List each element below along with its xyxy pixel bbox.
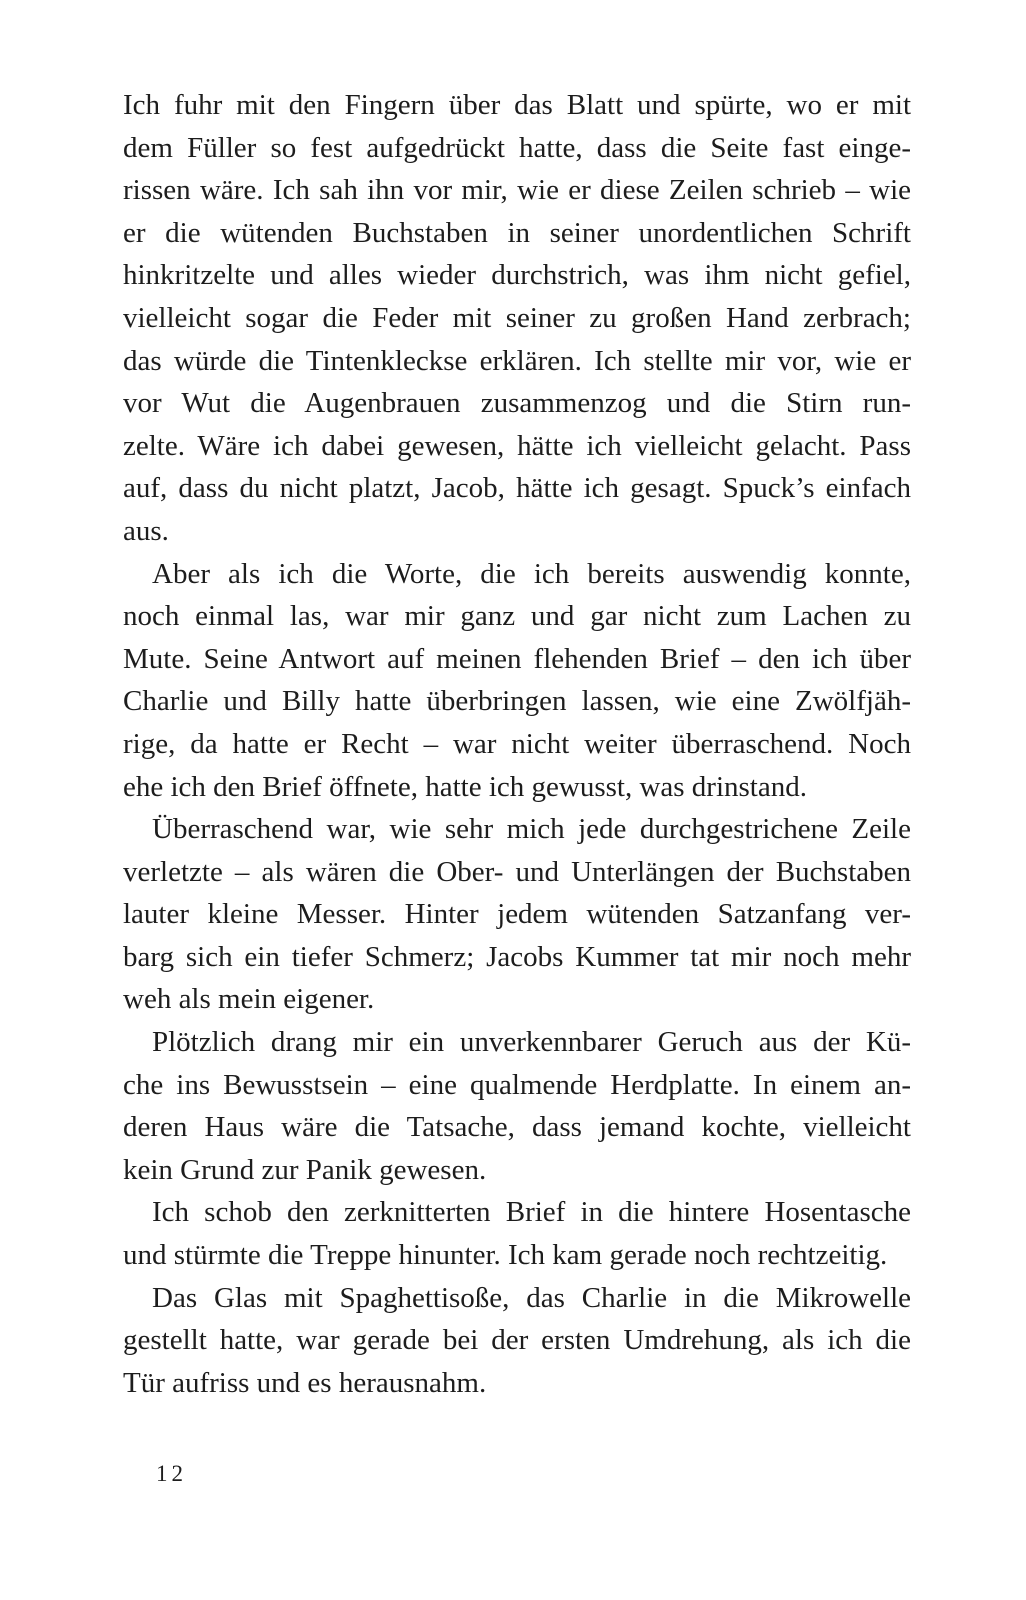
text-line: rige, da hatte er Recht – war nicht weiter überraschend. Noch bbox=[123, 727, 911, 760]
page-number: 12 bbox=[156, 1461, 187, 1486]
text-line: kein Grund zur Panik gewesen. bbox=[123, 1153, 487, 1186]
paragraph bbox=[123, 808, 911, 1021]
text-line: vielleicht sogar die Feder mit seiner zu großen Hand zerbrach; bbox=[123, 301, 911, 334]
paragraph bbox=[123, 1191, 911, 1276]
paragraph bbox=[123, 553, 911, 809]
text-line: Mute. Seine Antwort auf meinen flehenden Brief – den ich über bbox=[123, 642, 911, 675]
paragraph bbox=[123, 1021, 911, 1191]
text-line: hinkritzelte und alles wieder durchstrich, was ihm nicht gefiel, bbox=[123, 259, 911, 292]
text-line: noch einmal las, war mir ganz und gar nicht zum Lachen zu bbox=[123, 600, 911, 633]
text-line: weh als mein eigener. bbox=[123, 983, 375, 1016]
text-line: Aber als ich die Worte, die ich bereits auswendig konnte, bbox=[152, 557, 911, 590]
text-line: er die wütenden Buchstaben in seiner unordentlichen Schrift bbox=[123, 216, 911, 249]
text-line: Ich fuhr mit den Fingern über das Blatt und spürte, wo er mit bbox=[123, 89, 911, 121]
text-line: Das Glas mit Spaghettisoße, das Charlie in die Mikrowelle bbox=[152, 1281, 911, 1314]
text-line: deren Haus wäre die Tatsache, dass jemand kochte, vielleicht bbox=[123, 1111, 911, 1144]
text-line: vor Wut die Augenbrauen zusammenzog und die Stirn run- bbox=[123, 387, 911, 420]
text-line: che ins Bewusstsein – eine qualmende Herdplatte. In einem an- bbox=[123, 1068, 911, 1101]
text-line: auf, dass du nicht platzt, Jacob, hätte ich gesagt. Spuck’s einfach bbox=[123, 472, 911, 505]
text-line: gestellt hatte, war gerade bei der ersten Umdrehung, als ich die bbox=[123, 1324, 911, 1357]
text-line: barg sich ein tiefer Schmerz; Jacobs Kummer tat mir noch mehr bbox=[123, 940, 911, 973]
text-line: das würde die Tintenkleckse erklären. Ich stellte mir vor, wie er bbox=[123, 344, 911, 377]
text-line: Ich schob den zerknitterten Brief in die hintere Hosentasche bbox=[152, 1196, 911, 1229]
text-line: und stürmte die Treppe hinunter. Ich kam gerade noch rechtzeitig. bbox=[123, 1239, 888, 1272]
text-line: Überraschend war, wie sehr mich jede durchgestrichene Zeile bbox=[152, 813, 911, 846]
text-block bbox=[123, 84, 911, 1404]
text-line: rissen wäre. Ich sah ihn vor mir, wie er diese Zeilen schrieb – wie bbox=[123, 174, 911, 207]
paragraph bbox=[123, 1277, 911, 1405]
text-line: aus. bbox=[123, 514, 169, 547]
text-line: Charlie und Billy hatte überbringen lassen, wie eine Zwölfjäh- bbox=[123, 685, 911, 718]
text-line: ehe ich den Brief öffnete, hatte ich gewusst, was drinstand. bbox=[123, 770, 807, 803]
paragraph bbox=[123, 84, 911, 553]
text-line: Tür aufriss und es herausnahm. bbox=[123, 1366, 487, 1399]
text-line: lauter kleine Messer. Hinter jedem wütenden Satzanfang ver- bbox=[123, 898, 911, 931]
text-line: dem Füller so fest aufgedrückt hatte, dass die Seite fast einge- bbox=[123, 131, 911, 164]
text-line: Plötzlich drang mir ein unverkennbarer Geruch aus der Kü- bbox=[152, 1026, 911, 1059]
text-line: verletzte – als wären die Ober- und Unterlängen der Buchstaben bbox=[123, 855, 911, 888]
text-line: zelte. Wäre ich dabei gewesen, hätte ich vielleicht gelacht. Pass bbox=[123, 429, 911, 462]
